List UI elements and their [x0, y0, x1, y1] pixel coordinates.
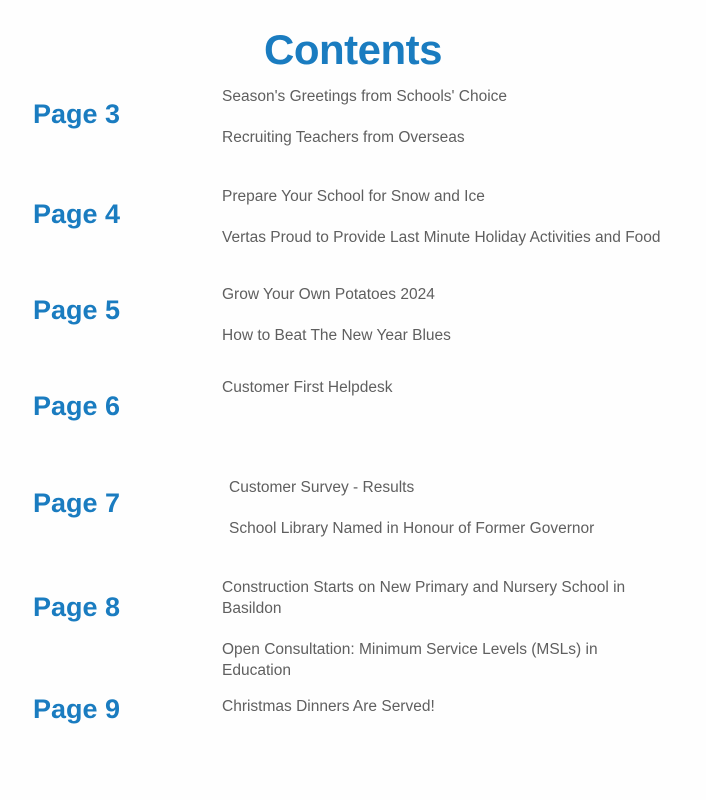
toc-entry[interactable]: School Library Named in Honour of Former Governor [229, 520, 595, 537]
toc-entry[interactable]: Recruiting Teachers from Overseas [222, 129, 465, 146]
toc-entry[interactable]: How to Beat The New Year Blues [222, 327, 451, 344]
toc-entry[interactable]: Season's Greetings from Schools' Choice [222, 88, 508, 105]
toc-entry-group [222, 186, 662, 248]
toc-row [0, 86, 706, 186]
page-number-label[interactable]: Page 3 [33, 99, 121, 129]
page-number-label[interactable]: Page 6 [33, 391, 121, 421]
toc-entry-group [222, 86, 662, 148]
toc-row [0, 477, 706, 577]
page-number-label[interactable]: Page 8 [33, 592, 121, 622]
table-of-contents [0, 86, 706, 753]
toc-entry[interactable]: Vertas Proud to Provide Last Minute Holiday Activities and Food [222, 229, 661, 246]
toc-row [0, 186, 706, 284]
toc-entry[interactable]: Customer First Helpdesk [222, 379, 393, 396]
toc-entry-group [229, 477, 669, 539]
page-title: Contents [264, 26, 442, 73]
toc-entry-group [222, 696, 662, 717]
toc-row [0, 577, 706, 693]
toc-row [0, 376, 706, 477]
page-number-label[interactable]: Page 4 [33, 199, 121, 229]
toc-entry[interactable]: Prepare Your School for Snow and Ice [222, 188, 485, 205]
toc-entry[interactable]: Grow Your Own Potatoes 2024 [222, 286, 435, 303]
toc-entry-group [222, 377, 662, 439]
toc-row [0, 284, 706, 376]
toc-entry[interactable]: Customer Survey - Results [229, 479, 415, 496]
toc-entry[interactable]: Open Consultation: Minimum Service Levels (MSLs) in Education [222, 641, 598, 679]
toc-entry-group [222, 577, 667, 681]
toc-row [0, 693, 706, 753]
toc-entry-group [222, 284, 662, 346]
toc-entry[interactable]: Construction Starts on New Primary and Nursery School in Basildon [222, 579, 626, 617]
page-number-label[interactable]: Page 9 [33, 694, 121, 724]
page-number-label[interactable]: Page 7 [33, 488, 121, 518]
page-number-label[interactable]: Page 5 [33, 295, 121, 325]
toc-entry[interactable]: Christmas Dinners Are Served! [222, 698, 435, 715]
